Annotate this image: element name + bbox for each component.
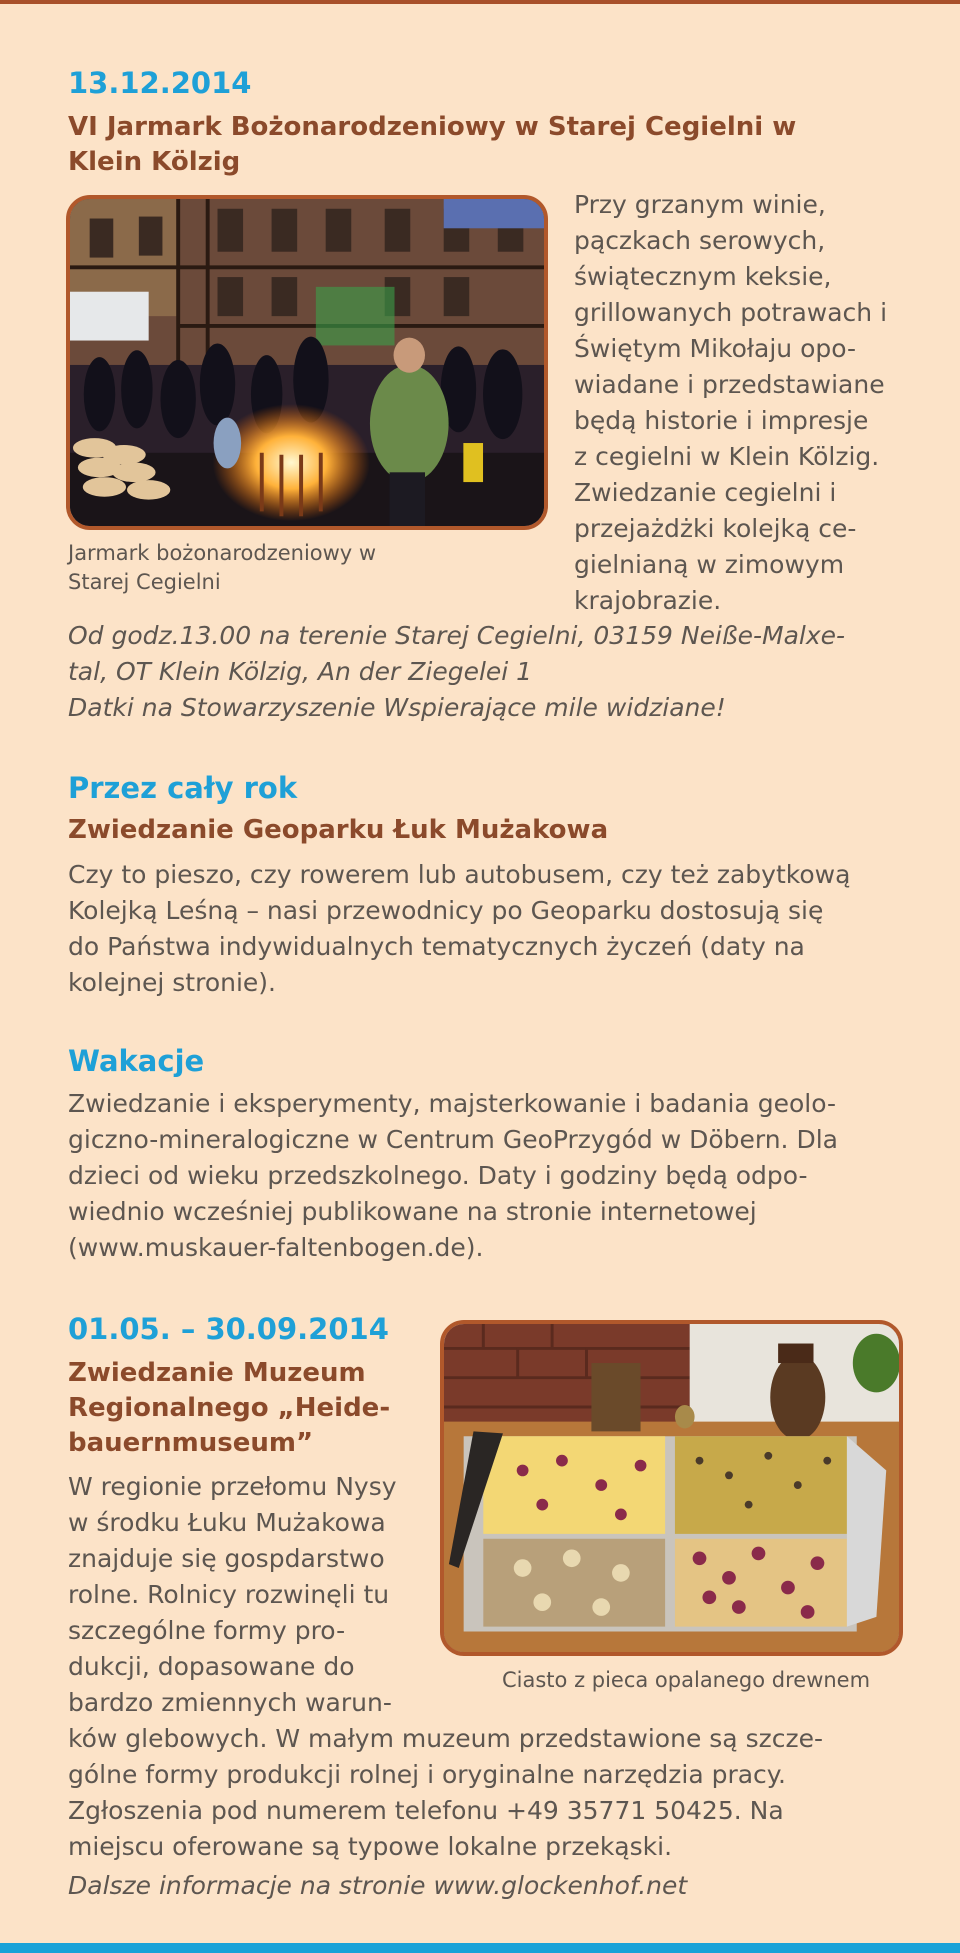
cake-photo	[440, 1320, 903, 1656]
event4-description-line: Zgłoszenia pod numerem telefonu +49 35771 50425. Na	[68, 1796, 784, 1825]
event1-description-line: przejażdżki kolejką ce-	[574, 514, 857, 543]
event1-description-line: Świętym Mikołaju opo-	[574, 334, 857, 363]
event4-title-line: Regionalnego „Heide-	[68, 1393, 391, 1423]
event1-description-line: z cegielni w Klein Kölzig.	[574, 442, 880, 471]
event4-title	[68, 1356, 390, 1461]
event1-info	[68, 618, 845, 726]
event4-title-line: bauernmuseum”	[68, 1428, 314, 1458]
event4-description-line: miejscu oferowane są typowe lokalne przekąski.	[68, 1832, 673, 1861]
event2-description-line: Czy to pieszo, czy rowerem lub autobusem, czy też zabytkową	[68, 860, 851, 889]
event3-description-line: (www.muskauer-faltenbogen.de).	[68, 1233, 484, 1262]
event1-description	[574, 187, 887, 619]
event2-description-line: kolejnej stronie).	[68, 968, 276, 997]
event1-description-line: pączkach serowych,	[574, 226, 826, 255]
event3-description-line: Zwiedzanie i eksperymenty, majsterkowanie i badania geolo-	[68, 1089, 836, 1118]
event1-title-line: VI Jarmark Bożonarodzeniowy w Starej Cegielni w	[68, 112, 797, 142]
event1-description-line: krajobrazie.	[574, 586, 722, 615]
event1-description-line: grillowanych potrawach i	[574, 298, 888, 327]
event3-description-line: giczno-mineralogiczne w Centrum GeoPrzygód w Döbern. Dla	[68, 1125, 838, 1154]
event4-more-info: Dalsze informacje na stronie www.glockenhof.net	[68, 1871, 688, 1900]
event1-caption-line: Starej Cegielni	[68, 570, 221, 594]
event4-title-line: Zwiedzanie Muzeum	[68, 1358, 366, 1388]
event2-description-line: do Państwa indywidualnych tematycznych życzeń (daty na	[68, 932, 805, 961]
event1-title	[68, 110, 796, 180]
event4-description-left	[68, 1469, 397, 1721]
event1-description-line: Zwiedzanie cegielni i	[574, 478, 837, 507]
event2-date: Przez cały rok	[68, 771, 298, 805]
event4-date: 01.05. – 30.09.2014	[68, 1312, 389, 1346]
event4-description-full	[68, 1721, 823, 1865]
event1-info-line: Datki na Stowarzyszenie Wspierające mile widziane!	[68, 693, 726, 722]
event4-description-line: W regionie przełomu Nysy	[68, 1472, 397, 1501]
event4-caption: Ciasto z pieca opalanego drewnem	[502, 1668, 871, 1692]
event2-title: Zwiedzanie Geoparku Łuk Mużakowa	[68, 815, 609, 845]
event1-date: 13.12.2014	[68, 66, 252, 100]
event3-description-line: wiednio wcześniej publikowane na stronie internetowej	[68, 1197, 757, 1226]
event1-caption	[68, 539, 376, 597]
bottom-rule	[0, 1943, 960, 1953]
event3-description-line: dzieci od wieku przedszkolnego. Daty i godziny będą odpo-	[68, 1161, 808, 1190]
event1-info-line: tal, OT Klein Kölzig, An der Ziegelei 1	[68, 657, 533, 686]
event3-description	[68, 1086, 838, 1266]
event1-description-line: wiadane i przedstawiane	[574, 370, 885, 399]
event4-description-line: dukcji, dopasowane do	[68, 1652, 355, 1681]
event4-description-line: bardzo zmiennych warun-	[68, 1688, 392, 1717]
event1-description-line: będą historie i impresje	[574, 406, 869, 435]
event4-description-line: rolne. Rolnicy rozwinęli tu	[68, 1580, 390, 1609]
event1-title-line: Klein Kölzig	[68, 147, 241, 177]
top-rule	[0, 0, 960, 4]
event4-description-line: znajduje się gospdarstwo	[68, 1544, 385, 1573]
event2-description-line: Kolejką Leśną – nasi przewodnicy po Geoparku dostosują się	[68, 896, 824, 925]
event4-description-line: szczególne formy pro-	[68, 1616, 346, 1645]
event1-description-line: świątecznym keksie,	[574, 262, 832, 291]
event1-description-line: Przy grzanym winie,	[574, 190, 826, 219]
event1-description-line: gielnianą w zimowym	[574, 550, 845, 579]
event4-description-line: gólne formy produkcji rolnej i oryginalne narzędzia pracy.	[68, 1760, 786, 1789]
event1-caption-line: Jarmark bożonarodzeniowy w	[68, 541, 377, 565]
event2-description	[68, 857, 850, 1001]
event3-date: Wakacje	[68, 1044, 205, 1078]
christmas-market-photo	[66, 195, 548, 530]
event4-description-line: ków glebowych. W małym muzeum przedstawione są szcze-	[68, 1724, 823, 1753]
event4-description-line: w środku Łuku Mużakowa	[68, 1508, 386, 1537]
event1-info-line: Od godz.13.00 na terenie Starej Cegielni, 03159 Neiße-Malxe-	[68, 621, 846, 650]
